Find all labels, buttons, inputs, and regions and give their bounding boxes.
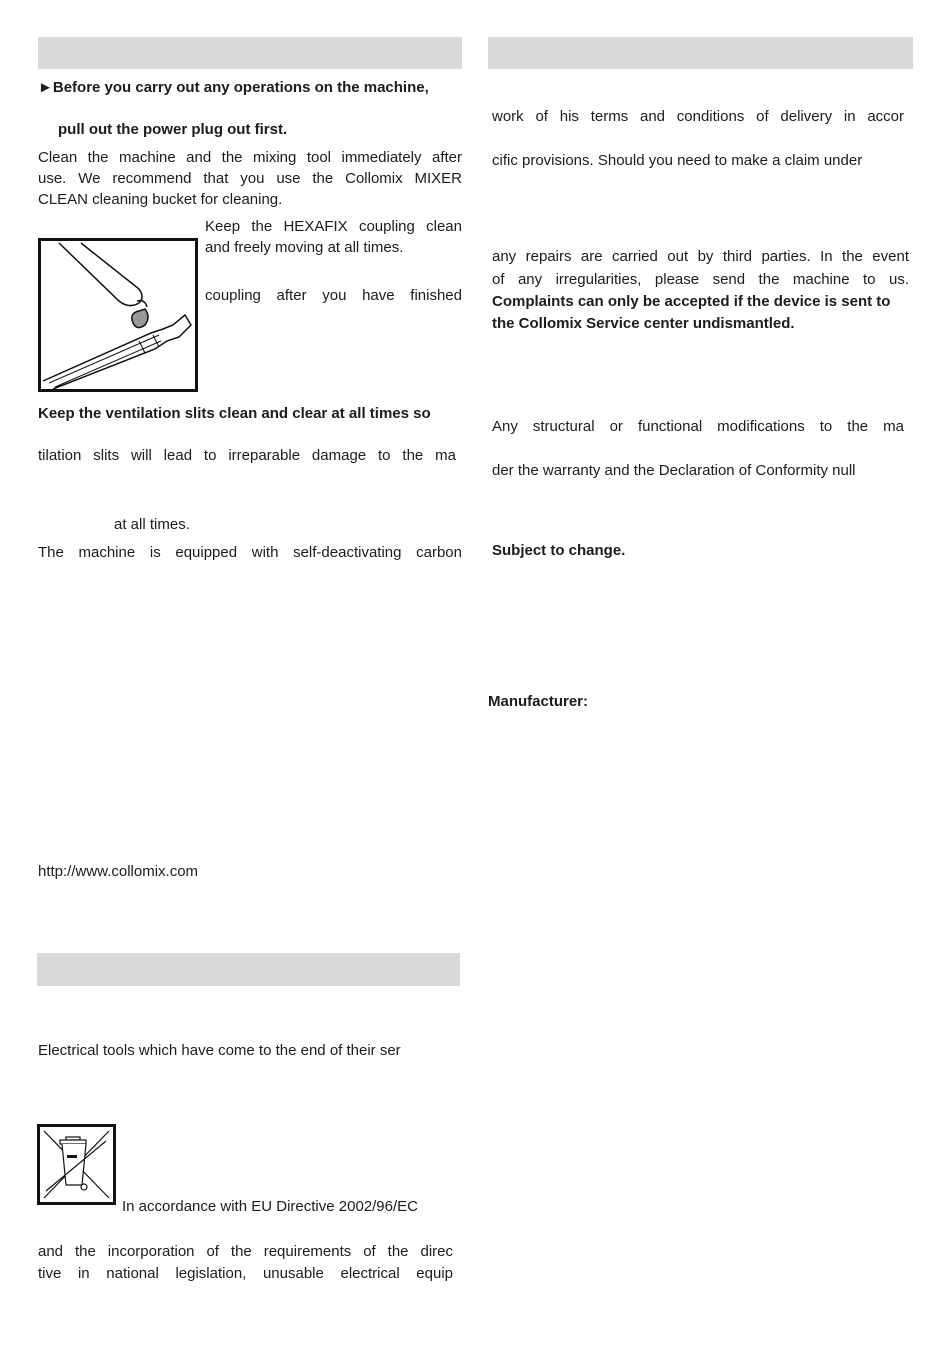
disposal-text-line: tive in national legislation, unusable electrical equip	[38, 1265, 453, 1282]
manufacturer-label: Manufacturer:	[488, 693, 589, 710]
warranty-text-line: work of his terms and conditions of delivery in accor	[492, 108, 904, 125]
carbon-brushes-line: The machine is equipped with self-deactivating carbon	[38, 544, 462, 561]
warranty-text-line: any repairs are carried out by third parties. In the event	[492, 248, 909, 265]
collomix-website-link[interactable]: http://www.collomix.com	[38, 863, 199, 880]
ventilation-text-line: at all times.	[114, 516, 190, 533]
cleaning-paragraph-line: Clean the machine and the mixing tool immediately after	[38, 149, 462, 166]
warranty-text-line: of any irregularities, please send the machine to us.	[492, 271, 909, 288]
hexafix-coupling-illustration	[38, 238, 198, 392]
disposal-text-line: Electrical tools which have come to the end of their ser	[38, 1042, 401, 1059]
hexafix-text-line: coupling after you have finished	[205, 287, 462, 304]
modifications-text-line: der the warranty and the Declaration of Conformity null	[492, 462, 856, 479]
safety-warning: ►Before you carry out any operations on the machine,	[38, 79, 429, 96]
complaints-notice-line2: the Collomix Service center undismantled.	[492, 315, 795, 332]
hexafix-text-line: Keep the HEXAFIX coupling clean	[205, 218, 462, 235]
subject-to-change: Subject to change.	[492, 542, 626, 559]
cleaning-paragraph-line: use. We recommend that you use the Collomix MIXER	[38, 170, 462, 187]
eu-directive-line: In accordance with EU Directive 2002/96/EC	[122, 1198, 418, 1215]
complaints-notice: Complaints can only be accepted if the device is sent to	[492, 293, 891, 310]
cleaning-paragraph-line: CLEAN cleaning bucket for cleaning.	[38, 191, 283, 208]
ventilation-warning: Keep the ventilation slits clean and clear at all times so	[38, 405, 431, 422]
warning-arrow-icon: ►	[38, 79, 53, 96]
ventilation-text-line: tilation slits will lead to irreparable damage to the ma	[38, 447, 456, 464]
hexafix-coupling-lubrication-icon	[41, 241, 195, 389]
disposal-section-header	[37, 953, 460, 986]
hexafix-text-line: and freely moving at all times.	[205, 239, 404, 256]
modifications-text-line: Any structural or functional modifications to the ma	[492, 418, 904, 435]
crossed-out-wheelie-bin-icon	[40, 1127, 113, 1202]
weee-disposal-symbol	[37, 1124, 116, 1205]
disposal-text-line: and the incorporation of the requirements of the direc	[38, 1243, 453, 1260]
cleaning-section-header	[38, 37, 462, 69]
warranty-section-header	[488, 37, 913, 69]
safety-warning-line2: pull out the power plug out first.	[58, 121, 288, 138]
warranty-text-line: cific provisions. Should you need to make a claim under	[492, 152, 863, 169]
